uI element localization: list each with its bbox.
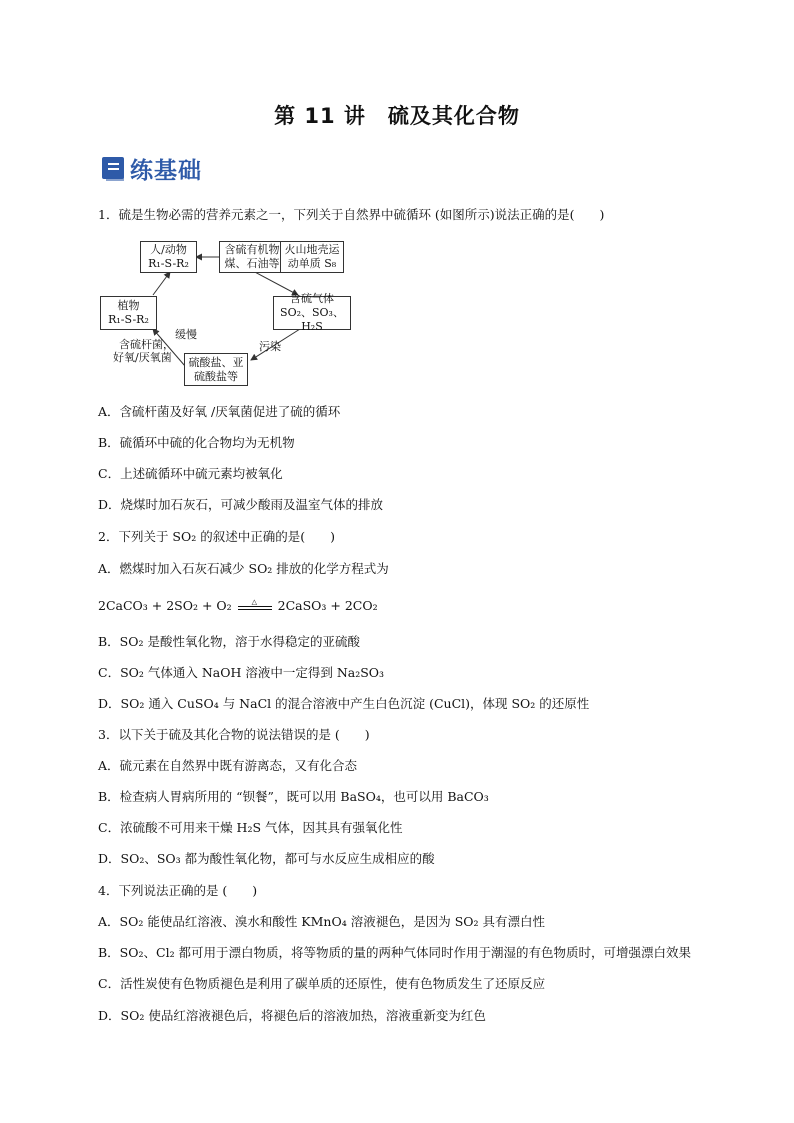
equation-arrow (238, 597, 272, 612)
q1-stem: 1．硫是生物必需的营养元素之一，下列关于自然界中硫循环 (如图所示)说法正确的是( ) (98, 207, 605, 222)
q4-option-d: D．SO₂ 使品红溶液褪色后，将褪色后的溶液加热，溶液重新变为红色 (98, 1008, 486, 1023)
book-icon (102, 157, 124, 181)
arrow-plant-to-people (153, 272, 170, 295)
equation-right: 2CaSO₃ + 2CO₂ (277, 598, 378, 613)
q4-option-b: B．SO₂、Cl₂ 都可用于漂白物质，将等物质的量的两种气体同时作用于潮湿的有色物质时，可增强漂白效果 (98, 945, 692, 960)
q1-option-b: B．硫循环中硫的化合物均为无机物 (98, 435, 295, 450)
box-sulfate: 硫酸盐、亚 硫酸盐等 (184, 353, 248, 386)
q4-option-c: C．活性炭使有色物质褪色是利用了碳单质的还原性，使有色物质发生了还原反应 (98, 976, 546, 991)
sulfur-cycle-diagram (95, 232, 365, 387)
label-pollute: 污染 (259, 340, 281, 353)
q2-option-b: B．SO₂ 是酸性氧化物，溶于水得稳定的亚硫酸 (98, 634, 360, 649)
q4-stem: 4．下列说法正确的是 ( ) (98, 883, 258, 898)
q2-option-d: D．SO₂ 通入 CuSO₄ 与 NaCl 的混合溶液中产生白色沉淀 (CuCl)，体现 SO₂ 的还原性 (98, 696, 590, 711)
label-slow: 缓慢 (175, 328, 197, 341)
box-plant: 植物 R₁-S-R₂ (100, 296, 157, 330)
q2-option-c: C．SO₂ 气体通入 NaOH 溶液中一定得到 Na₂SO₃ (98, 665, 385, 680)
label-bacteria-1: 含硫杆菌， (119, 338, 174, 351)
q3-option-d: D．SO₂、SO₃ 都为酸性氧化物，都可与水反应生成相应的酸 (98, 851, 435, 866)
heat-symbol: △ (251, 597, 258, 606)
equation-left: 2CaCO₃ + 2SO₂ + O₂ (98, 598, 232, 613)
q1-option-d: D．烧煤时加石灰石，可减少酸雨及温室气体的排放 (98, 497, 384, 512)
box-people-animals: 人/动物 R₁-S-R₂ (140, 241, 197, 273)
q3-stem: 3．以下关于硫及其化合物的说法错误的是 ( ) (98, 727, 370, 742)
q4-option-a: A．SO₂ 能使品红溶液、溴水和酸性 KMnO₄ 溶液褪色，是因为 SO₂ 具有漂白性 (98, 914, 545, 929)
q3-option-c: C．浓硫酸不可用来干燥 H₂S 气体，因其具有强氧化性 (98, 820, 403, 835)
q2-equation (98, 598, 378, 614)
q1-option-a: A．含硫杆菌及好氧 /厌氧菌促进了硫的循环 (98, 404, 341, 419)
page-title: 第 11 讲 硫及其化合物 (274, 104, 520, 128)
box-organic-sulfur: 含硫有机物 煤、石油等 (219, 241, 285, 273)
q2-stem: 2．下列关于 SO₂ 的叙述中正确的是( ) (98, 529, 335, 544)
q2-option-a: A．燃煤时加入石灰石减少 SO₂ 排放的化学方程式为 (98, 561, 389, 576)
q1-option-c: C．上述硫循环中硫元素均被氧化 (98, 466, 283, 481)
q3-option-b: B．检查病人胃病所用的 “钡餐”，既可以用 BaSO₄，也可以用 BaCO₃ (98, 789, 489, 804)
box-sulfur-gas: 含硫气体 SO₂、SO₃、H₂S (273, 296, 351, 330)
q3-option-a: A．硫元素在自然界中既有游离态，又有化合态 (98, 758, 358, 773)
box-volcano: 火山地壳运 动单质 S₈ (280, 241, 344, 273)
section-label: 练基础 (130, 158, 202, 184)
label-bacteria-2: 好氧/厌氧菌 (113, 351, 172, 364)
section-header (102, 152, 202, 185)
